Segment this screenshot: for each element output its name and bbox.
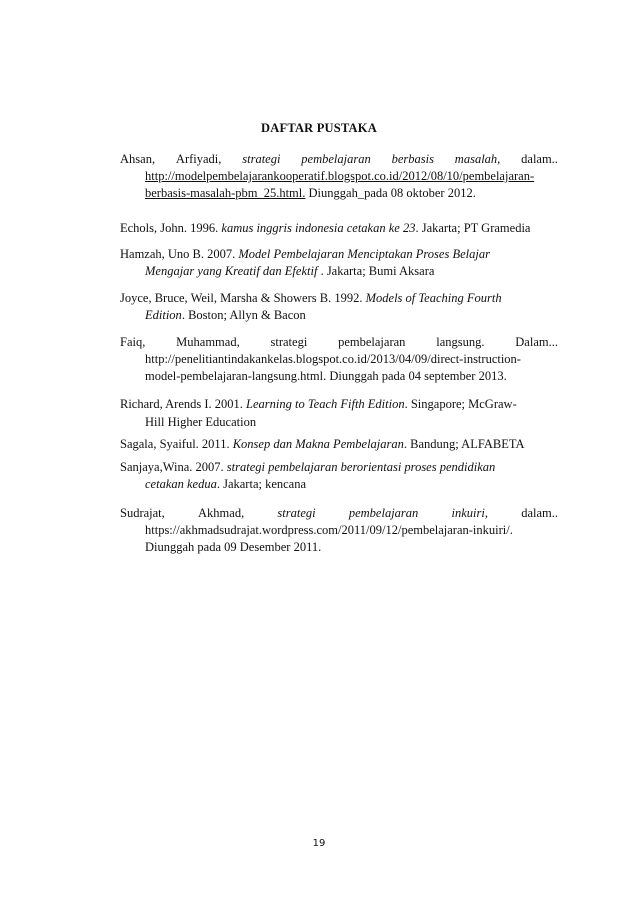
title-word: strategi — [242, 152, 281, 166]
source-word: Dalam... — [515, 335, 558, 349]
reference-line — [120, 413, 558, 431]
title-word: langsung. — [436, 335, 485, 349]
url-link[interactable]: berbasis-masalah-pbm_25.html. — [145, 186, 306, 200]
publisher: . Jakarta; PT Gramedia — [415, 221, 531, 235]
reference-sanjaya — [120, 459, 558, 493]
url-and-date: model-pembelajaran-langsung.html. Diunggah pada 04 september 2013. — [145, 369, 507, 383]
reference-ahsan — [120, 151, 558, 202]
page-title: DAFTAR PUSTAKA — [261, 121, 377, 135]
book-title: Learning to Teach Fifth Edition — [246, 397, 405, 411]
publisher: . Boston; Allyn & Bacon — [181, 308, 306, 322]
author-name: Akhmad, — [198, 506, 245, 520]
author-year: Sanjaya,Wina. 2007. — [120, 460, 227, 474]
author-year: Joyce, Bruce, Weil, Marsha & Showers B. 1992. — [120, 291, 366, 305]
book-title: Models of Teaching Fourth — [365, 291, 502, 305]
title-word: masalah, — [454, 152, 501, 166]
author-year: Echols, John. 1996. — [120, 221, 222, 235]
book-title-cont: Edition — [145, 308, 182, 322]
publisher: . Jakarta; Bumi Aksara — [317, 264, 435, 278]
reference-line — [120, 334, 558, 351]
reference-line — [120, 476, 558, 493]
reference-line — [120, 263, 558, 280]
reference-echols — [120, 220, 558, 237]
reference-line — [120, 185, 558, 202]
title-word: pembelajaran — [301, 152, 371, 166]
reference-line — [120, 368, 558, 385]
book-title: Model Pembelajaran Menciptakan Proses Belajar — [238, 247, 490, 261]
reference-sudrajat — [120, 505, 558, 556]
author-year: Richard, Arends I. 2001. — [120, 397, 247, 411]
author-surname: Faiq, — [120, 335, 146, 349]
reference-sagala — [120, 436, 558, 453]
publisher: . Bandung; ALFABETA — [403, 437, 525, 451]
book-title: strategi pembelajaran berorientasi proses pendidikan — [226, 460, 496, 474]
source-word: dalam.. — [521, 506, 558, 520]
reference-faiq — [120, 334, 558, 385]
upload-date: Diunggah_pada 08 oktober 2012. — [308, 186, 476, 200]
reference-line — [120, 505, 558, 522]
title-word: strategi — [270, 335, 308, 349]
publisher-cont: Hill Higher Education — [145, 415, 257, 429]
url-link[interactable]: http://modelpembelajarankooperatif.blogspot.co.id/2012/08/10/pembelajaran- — [145, 169, 535, 183]
reference-line — [120, 395, 558, 413]
reference-line — [120, 246, 558, 263]
book-title-cont: cetakan kedua — [145, 477, 217, 491]
author-year: Sagala, Syaiful. 2011. — [120, 437, 233, 451]
reference-line — [120, 539, 558, 556]
author-surname: Ahsan, — [120, 152, 156, 166]
reference-richard — [120, 395, 558, 431]
author-name: Arfiyadi, — [175, 152, 222, 166]
title-word: inkuiri, — [451, 506, 488, 520]
author-surname: Sudrajat, — [120, 506, 165, 520]
reference-line — [120, 351, 558, 368]
page-number: 19 — [312, 838, 326, 849]
reference-line — [120, 459, 558, 476]
reference-joyce — [120, 290, 558, 324]
reference-line — [120, 436, 558, 453]
reference-line — [120, 151, 558, 168]
publisher: . Singapore; McGraw- — [404, 397, 517, 411]
source-word: dalam.. — [521, 152, 558, 166]
book-title: kamus inggris indonesia cetakan ke 23 — [221, 221, 416, 235]
title-word: pembelajaran — [338, 335, 406, 349]
title-word: strategi — [277, 506, 316, 520]
url-link[interactable]: https://akhmadsudrajat.wordpress.com/2011/09/12/pembelajaran-inkuiri/. — [145, 523, 513, 537]
author-year: Hamzah, Uno B. 2007. — [120, 247, 239, 261]
title-word: berbasis — [391, 152, 434, 166]
publisher: . Jakarta; kencana — [216, 477, 307, 491]
reference-line — [120, 220, 558, 237]
reference-line — [120, 290, 558, 307]
reference-hamzah — [120, 246, 558, 280]
title-word: pembelajaran — [348, 506, 419, 520]
reference-line — [120, 168, 558, 185]
reference-line — [120, 522, 558, 539]
upload-date: Diunggah pada 09 Desember 2011. — [145, 540, 322, 554]
reference-line — [120, 307, 558, 324]
book-title: Konsep dan Makna Pembelajaran — [232, 437, 404, 451]
author-name: Muhammad, — [176, 335, 240, 349]
book-title-cont: Mengajar yang Kreatif dan Efektif — [145, 264, 318, 278]
url-link[interactable]: http://penelitiantindakankelas.blogspot.co.id/2013/04/09/direct-instruction- — [145, 352, 521, 366]
